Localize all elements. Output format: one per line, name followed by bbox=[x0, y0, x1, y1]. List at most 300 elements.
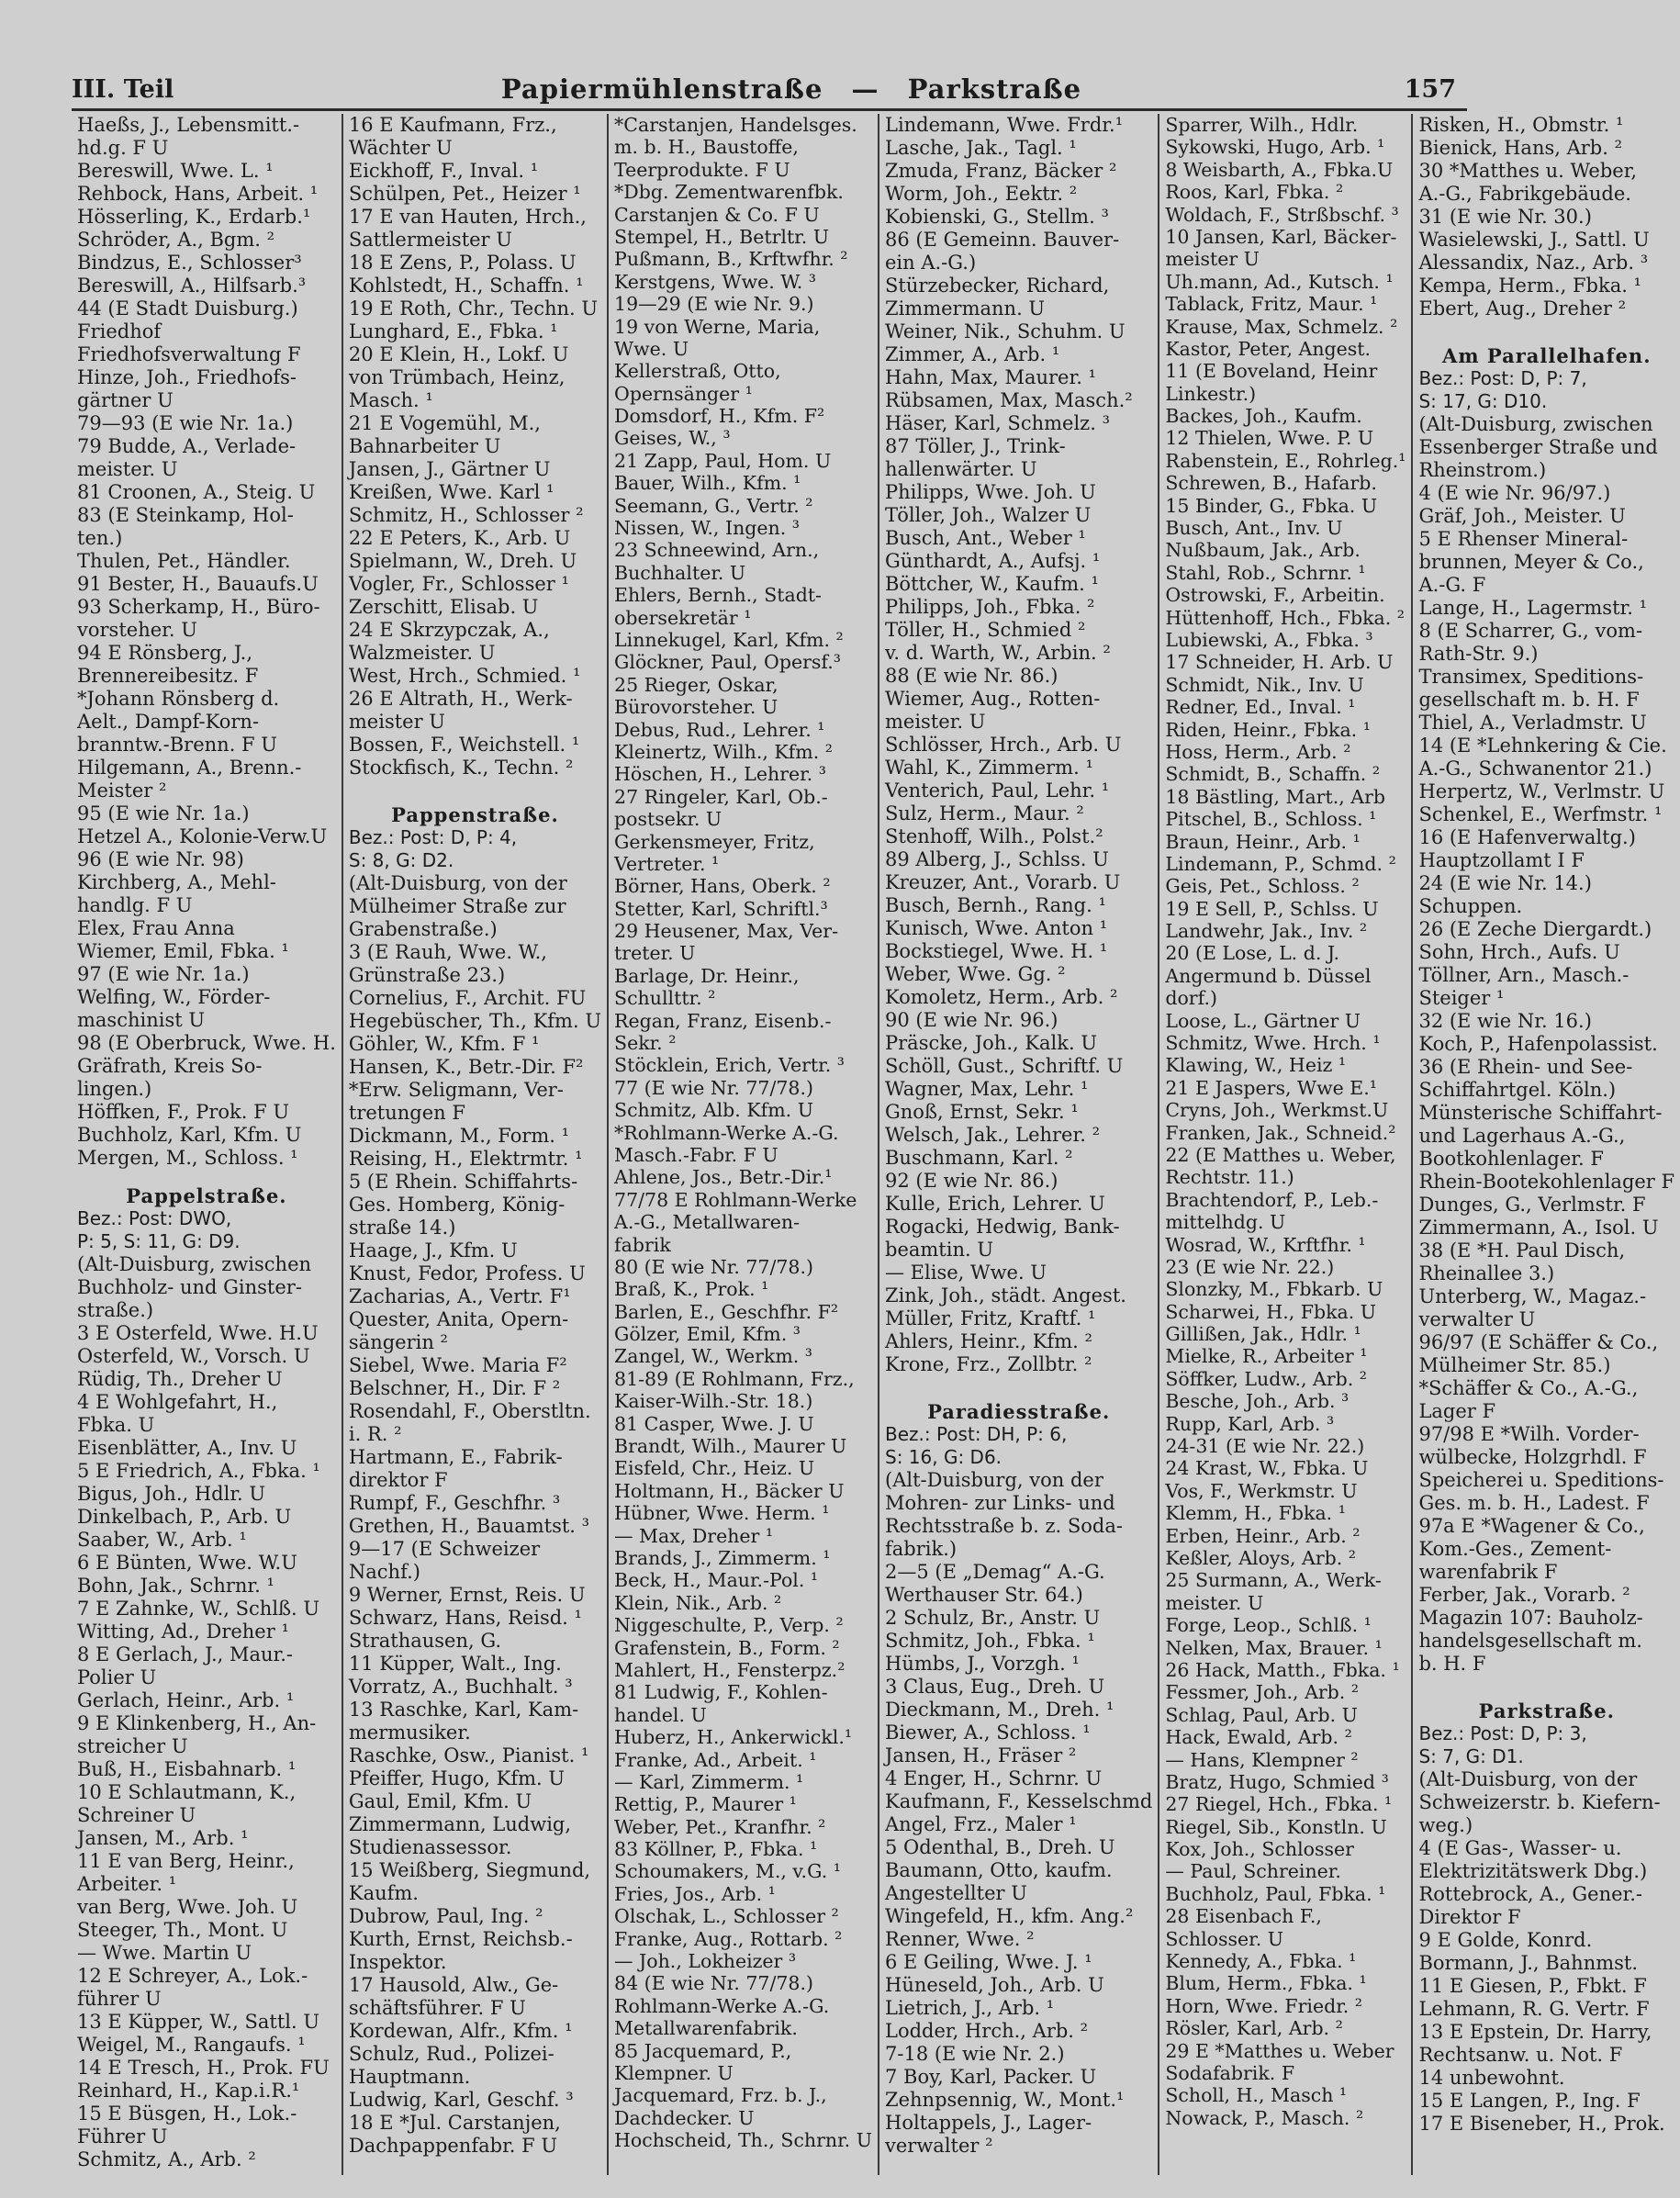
directory-entry: Rogacki, Hedwig, Bank- bbox=[885, 1216, 1120, 1238]
directory-entry: Kastor, Peter, Angest. bbox=[1165, 337, 1372, 360]
directory-entry: Siebel, Wwe. Maria F² bbox=[348, 1354, 567, 1376]
directory-entry: Günthardt, A., Aufsj. ¹ bbox=[885, 550, 1101, 572]
directory-entry: Transimex, Speditions- bbox=[1418, 666, 1644, 688]
directory-entry: Krone, Frz., Zollbtr. ² bbox=[885, 1353, 1092, 1375]
directory-entry: führer U bbox=[77, 1988, 162, 2010]
directory-entry: Klempner. U bbox=[614, 2061, 734, 2084]
directory-entry: Höschen, H., Lehrer. ³ bbox=[614, 763, 826, 786]
directory-entry: Schlag, Paul, Arb. U bbox=[1165, 1703, 1358, 1726]
directory-entry: 87 Töller, J., Trink- bbox=[885, 435, 1066, 457]
directory-entry: 83 (E Steinkamp, Hol- bbox=[77, 504, 294, 526]
directory-entry: Alessandix, Naz., Arb. ³ bbox=[1418, 252, 1649, 274]
directory-entry: Cornelius, F., Archit. FU bbox=[348, 987, 587, 1009]
directory-entry: Grabenstraße.) bbox=[348, 918, 498, 940]
directory-entry: Kordewan, Alfr., Kfm. ¹ bbox=[348, 2020, 573, 2042]
directory-entry: Bootkohlenlager. F bbox=[1418, 1148, 1604, 1170]
directory-entry: Vorratz, A., Buchhalt. ³ bbox=[348, 1676, 573, 1698]
directory-entry: Steiger ¹ bbox=[1418, 987, 1505, 1009]
directory-entry: ein A.-G.) bbox=[885, 252, 977, 274]
directory-entry: Ebert, Aug., Dreher ² bbox=[1418, 297, 1627, 320]
directory-entry: Direktor F bbox=[1418, 1906, 1521, 1928]
directory-entry: Friedhof bbox=[77, 320, 162, 342]
directory-entry: Wagner, Max, Lehr. ¹ bbox=[885, 1078, 1089, 1100]
directory-entry: Mielke, R., Arbeiter ¹ bbox=[1165, 1345, 1368, 1368]
directory-entry: 93 Scherkamp, H., Büro- bbox=[77, 596, 320, 618]
directory-entry: — Paul, Schreiner. bbox=[1165, 1860, 1341, 1883]
directory-entry: mittelhdg. U bbox=[1165, 1211, 1286, 1234]
directory-entry: Rath-Str. 9.) bbox=[1418, 643, 1539, 665]
directory-entry: 95 (E wie Nr. 1a.) bbox=[77, 802, 250, 824]
directory-entry: Bossen, F., Weichstell. ¹ bbox=[348, 734, 580, 756]
directory-entry: 12 Thielen, Wwe. P. U bbox=[1165, 427, 1374, 450]
header-rule bbox=[72, 108, 1467, 111]
directory-entry: postsekr. U bbox=[614, 808, 722, 831]
directory-entry: Braun, Heinr., Arb. ¹ bbox=[1165, 830, 1361, 853]
directory-entry: West, Hrch., Schmied. ¹ bbox=[348, 665, 581, 687]
directory-entry: Redner, Ed., Inval. ¹ bbox=[1165, 696, 1356, 719]
directory-entry: Hahn, Max, Maurer. ¹ bbox=[885, 366, 1096, 388]
directory-entry: Zink, Joh., städt. Angest. bbox=[885, 1284, 1126, 1306]
directory-entry: Rheinallee 3.) bbox=[1418, 1262, 1555, 1284]
directory-entry: Debus, Rud., Lehrer. ¹ bbox=[614, 718, 825, 741]
directory-entry: Slonzky, M., Fbkarb. U bbox=[1165, 1278, 1383, 1301]
directory-entry: Sparrer, Wilh., Hdlr. bbox=[1165, 114, 1359, 136]
directory-entry: Zangel, W., Werkm. ³ bbox=[614, 1345, 813, 1368]
directory-entry: meister. U bbox=[1165, 1591, 1264, 1614]
directory-entry: Sohn, Hrch., Aufs. U bbox=[1418, 941, 1620, 963]
directory-entry: 26 Hack, Matth., Fbka. ¹ bbox=[1165, 1658, 1400, 1681]
directory-entry: 29 Heusener, Max, Ver- bbox=[614, 920, 838, 943]
directory-entry: Nachf.) bbox=[348, 1561, 420, 1583]
directory-entry: Schmidt, B., Schaffn. ² bbox=[1165, 763, 1381, 786]
directory-entry: 26 (E Zeche Diergardt.) bbox=[1418, 918, 1652, 940]
directory-entry: Franke, Aug., Rottarb. ² bbox=[614, 1927, 843, 1950]
directory-entry: 97a E *Wagener & Co., bbox=[1418, 1515, 1645, 1537]
directory-entry: 77/78 E Rohlmann-Werke bbox=[614, 1188, 857, 1211]
directory-entry: Nissen, W., Ingen. ³ bbox=[614, 517, 800, 540]
directory-entry: Schmitz, H., Schlosser ² bbox=[348, 504, 584, 526]
directory-entry: 3 E Osterfeld, Wwe. H.U bbox=[77, 1322, 319, 1344]
directory-entry: Hartmann, E., Fabrik- bbox=[348, 1446, 563, 1468]
directory-entry: meister. U bbox=[885, 711, 986, 733]
directory-entry: Klein, Nik., Arb. ² bbox=[614, 1591, 782, 1614]
directory-entry: 20 (E Lose, L. d. J. bbox=[1165, 942, 1340, 965]
directory-entry: 5 (E Rhein. Schiffahrts- bbox=[348, 1171, 578, 1193]
directory-entry: Lunghard, E., Fbka. ¹ bbox=[348, 320, 558, 342]
directory-entry: Eisenblätter, A., Inv. U bbox=[77, 1437, 297, 1459]
directory-entry: Weber, Wwe. Gg. ² bbox=[885, 963, 1066, 985]
directory-entry: Stockfisch, K., Techn. ² bbox=[348, 757, 574, 779]
directory-entry: 18 E Zens, P., Polass. U bbox=[348, 252, 577, 274]
directory-entry: Werthauser Str. 64.) bbox=[885, 1584, 1083, 1606]
directory-entry: Kempa, Herm., Fbka. ¹ bbox=[1418, 275, 1641, 297]
directory-entry: 81 Casper, Wwe. J. U bbox=[614, 1412, 814, 1435]
directory-entry: 97/98 E *Wilh. Vorder- bbox=[1418, 1423, 1640, 1445]
directory-entry: Inspektor. bbox=[348, 1951, 447, 1973]
directory-entry: Angel, Frz., Maler ¹ bbox=[885, 1813, 1077, 1835]
directory-entry: Rohlmann-Werke A.-G. bbox=[614, 1994, 830, 2017]
directory-column bbox=[343, 114, 609, 2175]
directory-entry: Zimmer, A., Arb. ¹ bbox=[885, 343, 1060, 365]
directory-entry: Müller, Fritz, Kraftf. ¹ bbox=[885, 1307, 1096, 1329]
directory-entry: A.-G., Fabrikgebäude. bbox=[1418, 183, 1631, 205]
directory-entry: warenfabrik F bbox=[1418, 1561, 1558, 1583]
directory-entry: Erben, Heinr., Arb. ² bbox=[1165, 1524, 1361, 1547]
directory-entry: Philipps, Joh., Fbka. ² bbox=[885, 596, 1095, 618]
directory-entry: Mahlert, H., Fensterpz.² bbox=[614, 1658, 846, 1681]
directory-entry: handelsgesellschaft m. bbox=[1418, 1630, 1642, 1652]
directory-entry: Saaber, W., Arb. ¹ bbox=[77, 1529, 247, 1551]
directory-entry: Eisfeld, Chr., Heiz. U bbox=[614, 1457, 815, 1480]
directory-entry: 19 E Sell, P., Schlss. U bbox=[1165, 897, 1379, 920]
directory-entry: brunnen, Meyer & Co., bbox=[1418, 551, 1644, 573]
directory-entry: Grethen, H., Bauamtst. ³ bbox=[348, 1515, 590, 1537]
street-from: Papiermühlenstraße bbox=[500, 73, 823, 105]
district-info: Bez.: Post: D, P: 4, bbox=[348, 826, 518, 848]
district-info: S: 17, G: D10. bbox=[1418, 390, 1548, 412]
directory-column bbox=[879, 114, 1159, 2175]
street-heading: Am Parallelhafen. bbox=[1442, 344, 1652, 367]
directory-entry: handlg. F U bbox=[77, 894, 193, 916]
directory-entry: Welsch, Jak., Lehrer. ² bbox=[885, 1124, 1100, 1146]
directory-entry: Forge, Leop., Schlß. ¹ bbox=[1165, 1614, 1372, 1637]
directory-entry: Kaufm. bbox=[348, 1882, 419, 1904]
directory-entry: 15 E Büsgen, H., Lok.- bbox=[77, 2103, 297, 2125]
directory-entry: 86 (E Gemeinn. Bauver- bbox=[885, 229, 1120, 251]
directory-entry: Riden, Heinr., Fbka. ¹ bbox=[1165, 718, 1371, 741]
directory-entry: Kreuzer, Ant., Vorarb. U bbox=[885, 871, 1121, 893]
directory-entry: 17 Hausold, Alw., Ge- bbox=[348, 1974, 559, 1996]
directory-entry: 89 Alberg, J., Schlss. U bbox=[885, 848, 1109, 870]
directory-entry: Kulle, Erich, Lehrer. U bbox=[885, 1193, 1105, 1215]
directory-entry: 79 Budde, A., Verlade- bbox=[77, 435, 297, 457]
directory-entry: 5 Odenthal, B., Dreh. U bbox=[885, 1836, 1115, 1858]
section-label: III. Teil bbox=[72, 75, 174, 104]
directory-entry: 15 Weißberg, Siegmund, bbox=[348, 1859, 591, 1881]
directory-entry: Jansen, M., Arb. ¹ bbox=[77, 1827, 249, 1849]
directory-entry: obersekretär ¹ bbox=[614, 606, 752, 629]
directory-entry: 81 Croonen, A., Steig. U bbox=[77, 481, 316, 503]
directory-entry: Loose, L., Gärtner U bbox=[1165, 1009, 1361, 1032]
directory-entry: Carstanjen & Co. F U bbox=[614, 203, 820, 226]
directory-entry: Kellerstraß, Otto, bbox=[614, 360, 781, 383]
directory-entry: Buchholz- und Ginster- bbox=[77, 1276, 302, 1298]
directory-entry: 18 E *Jul. Carstanjen, bbox=[348, 2112, 561, 2134]
directory-entry: Wiemer, Aug., Rotten- bbox=[885, 688, 1101, 710]
directory-entry: Kobienski, G., Stellm. ³ bbox=[885, 206, 1109, 228]
directory-entry: Brachtendorf, P., Leb.- bbox=[1165, 1188, 1379, 1211]
directory-entry: 26 E Altrath, H., Werk- bbox=[348, 688, 573, 710]
directory-columns bbox=[72, 114, 1675, 2175]
directory-entry: *Dbg. Zementwarenfbk. bbox=[614, 181, 844, 204]
directory-entry: beamtin. U bbox=[885, 1239, 994, 1261]
directory-entry: 27 Ringeler, Karl, Ob.- bbox=[614, 785, 828, 808]
directory-entry: Vertreter. ¹ bbox=[614, 852, 720, 875]
directory-entry: Schreiner U bbox=[77, 1804, 196, 1826]
directory-entry: Stürzebecker, Richard, bbox=[885, 275, 1110, 297]
directory-entry: Bereswill, Wwe. L. ¹ bbox=[77, 160, 274, 182]
directory-entry: Franke, Ad., Arbeit. ¹ bbox=[614, 1748, 817, 1771]
street-heading: Pappelstraße. bbox=[126, 1184, 287, 1207]
directory-entry: Hüttenhoff, Hch., Fbka. ² bbox=[1165, 606, 1405, 629]
directory-entry: Magazin 107: Bauholz- bbox=[1418, 1607, 1643, 1629]
district-info: Bez.: Post: D, P: 7, bbox=[1418, 367, 1587, 389]
directory-entry: 20 E Klein, H., Lokf. U bbox=[348, 343, 569, 365]
directory-entry: Hösserling, K., Erdarb.¹ bbox=[77, 206, 311, 228]
directory-entry: Hauptzollamt I F bbox=[1418, 849, 1585, 871]
directory-entry: (Alt-Duisburg, zwischen bbox=[77, 1253, 312, 1275]
directory-entry: Lindemann, Wwe. Frdr.¹ bbox=[885, 114, 1124, 136]
directory-entry: Zimmermann, Ludwig, bbox=[348, 1813, 572, 1835]
directory-entry: Gerkensmeyer, Fritz, bbox=[614, 830, 815, 853]
directory-entry: Backes, Joh., Kaufm. bbox=[1165, 405, 1362, 428]
directory-entry: Rhein-Bootekohlenlager F bbox=[1418, 1171, 1675, 1193]
street-range bbox=[0, 73, 1583, 105]
directory-entry: Bormann, J., Bahnmst. bbox=[1418, 1952, 1639, 1974]
directory-entry: Tablack, Fritz, Maur. ¹ bbox=[1165, 293, 1378, 316]
directory-entry: *Erw. Seligmann, Ver- bbox=[348, 1079, 564, 1101]
directory-entry: Börner, Hans, Oberk. ² bbox=[614, 875, 831, 898]
directory-entry: Hegebüscher, Th., Kfm. U bbox=[348, 1010, 602, 1032]
directory-entry: branntw.-Brenn. F U bbox=[77, 734, 277, 756]
directory-entry: Bohn, Jak., Schrnr. ¹ bbox=[77, 1575, 274, 1597]
directory-entry: — Wwe. Martin U bbox=[77, 1942, 252, 1964]
street-heading: Paradiesstraße. bbox=[927, 1400, 1111, 1423]
directory-entry: Schmitz, Wwe. Hrch. ¹ bbox=[1165, 1032, 1381, 1055]
directory-entry: Rottebrock, A., Gener.- bbox=[1418, 1883, 1643, 1905]
directory-entry: Kom.-Ges., Zement- bbox=[1418, 1538, 1612, 1560]
directory-entry: 30 *Matthes u. Weber, bbox=[1418, 160, 1638, 182]
directory-entry: Fessmer, Joh., Arb. ² bbox=[1165, 1681, 1360, 1704]
directory-column bbox=[1413, 114, 1680, 2175]
directory-entry: verwalter ² bbox=[885, 2135, 993, 2157]
directory-entry: 22 E Peters, K., Arb. U bbox=[348, 527, 571, 549]
directory-entry: 19—29 (E wie Nr. 9.) bbox=[614, 293, 814, 316]
directory-entry: Schröder, A., Bgm. ² bbox=[77, 229, 275, 251]
directory-entry: Busch, Ant., Inv. U bbox=[1165, 517, 1343, 540]
directory-entry: Woldach, F., Strßbschf. ³ bbox=[1165, 203, 1399, 226]
directory-entry: Gräf, Joh., Meister. U bbox=[1418, 505, 1626, 527]
spacer bbox=[1418, 1676, 1674, 1685]
directory-entry: Hübner, Wwe. Herm. ¹ bbox=[614, 1502, 830, 1525]
directory-entry: Stempel, H., Betrltr. U bbox=[614, 225, 830, 248]
directory-entry: Thiel, A., Verladmstr. U bbox=[1418, 712, 1647, 734]
directory-entry: Stetter, Karl, Schriftl.³ bbox=[614, 897, 828, 920]
directory-entry: Rettig, P., Maurer ¹ bbox=[614, 1793, 797, 1816]
directory-entry: Kox, Joh., Schlosser bbox=[1165, 1838, 1354, 1861]
directory-entry: b. H. F bbox=[1418, 1653, 1486, 1675]
directory-entry: 5 E Rhenser Mineral- bbox=[1418, 528, 1629, 550]
directory-entry: i. R. ² bbox=[348, 1423, 402, 1445]
directory-entry: Rübsamen, Max, Masch.² bbox=[885, 389, 1133, 411]
directory-entry: Meister ² bbox=[77, 779, 167, 802]
directory-entry: Fries, Jos., Arb. ¹ bbox=[614, 1882, 776, 1905]
directory-entry: Schwarz, Hans, Reisd. ¹ bbox=[348, 1607, 582, 1629]
directory-entry: 19 E Roth, Chr., Techn. U bbox=[348, 297, 599, 320]
directory-entry: 18 Bästling, Mart., Arb bbox=[1165, 785, 1385, 808]
directory-entry: Huberz, H., Ankerwickl.¹ bbox=[614, 1726, 853, 1749]
directory-entry: hallenwärter. U bbox=[885, 458, 1037, 480]
directory-entry: Barlen, E., Geschfhr. F² bbox=[614, 1300, 839, 1323]
directory-entry: Mülheimer Str. 85.) bbox=[1418, 1354, 1611, 1376]
directory-entry: — Joh., Lokheizer ³ bbox=[614, 1950, 797, 1973]
directory-entry: — Elise, Wwe. U bbox=[885, 1262, 1047, 1284]
directory-entry: straße 14.) bbox=[348, 1217, 456, 1239]
district-info: S: 16, G: D6. bbox=[885, 1446, 1002, 1468]
directory-entry: Knust, Fedor, Profess. U bbox=[348, 1262, 586, 1284]
directory-entry: Rehbock, Hans, Arbeit. ¹ bbox=[77, 183, 319, 205]
directory-entry: Linkestr.) bbox=[1165, 382, 1257, 405]
directory-entry: A.-G., Schwanentor 21.) bbox=[1418, 757, 1652, 779]
directory-entry: Domsdorf, H., Kfm. F² bbox=[614, 405, 825, 428]
directory-entry: Eickhoff, F., Inval. ¹ bbox=[348, 160, 539, 182]
directory-entry: Ahlers, Heinr., Kfm. ² bbox=[885, 1330, 1092, 1352]
directory-entry: Lubiewski, A., Fbka. ³ bbox=[1165, 628, 1373, 651]
directory-entry: 28 Eisenbach F., bbox=[1165, 1905, 1322, 1928]
directory-entry: 24-31 (E wie Nr. 22.) bbox=[1165, 1435, 1365, 1458]
directory-column bbox=[72, 114, 343, 2175]
district-info: Bez.: Post: D, P: 3, bbox=[1418, 1722, 1587, 1744]
directory-entry: Brennereibesitz. F bbox=[77, 665, 259, 687]
directory-entry: Münsterische Schiffahrt- bbox=[1418, 1102, 1663, 1124]
directory-entry: Töller, Joh., Walzer U bbox=[885, 504, 1092, 526]
directory-entry: Töllner, Arn., Masch.- bbox=[1418, 964, 1630, 986]
directory-entry: 12 E Schreyer, A., Lok.- bbox=[77, 1965, 308, 1987]
directory-entry: Dickmann, M., Form. ¹ bbox=[348, 1125, 570, 1147]
directory-entry: Buß, H., Eisbahnarb. ¹ bbox=[77, 1758, 297, 1780]
directory-entry: Kleinertz, Wilh., Kfm. ² bbox=[614, 740, 833, 763]
directory-entry: 10 E Schlautmann, K., bbox=[77, 1781, 297, 1803]
directory-entry: Häser, Karl, Schmelz. ³ bbox=[885, 412, 1110, 434]
directory-entry: Bereswill, A., Hilfsarb.³ bbox=[77, 275, 307, 297]
directory-entry: Wächter U bbox=[348, 137, 453, 159]
directory-entry: Gaul, Emil, Kfm. U bbox=[348, 1790, 532, 1812]
directory-entry: Lehmann, R. G. Vertr. F bbox=[1418, 1998, 1650, 2020]
directory-entry: Kunisch, Wwe. Anton ¹ bbox=[885, 917, 1108, 939]
directory-entry: 17 E van Hauten, Hrch., bbox=[348, 206, 587, 228]
directory-entry: Schweizerstr. b. Kiefern- bbox=[1418, 1791, 1661, 1813]
directory-entry: Zerschitt, Elisab. U bbox=[348, 596, 539, 618]
directory-entry: Witting, Ad., Dreher ¹ bbox=[77, 1620, 289, 1643]
directory-entry: Höffken, F., Prok. F U bbox=[77, 1101, 290, 1123]
directory-entry: Kurth, Ernst, Reichsb.- bbox=[348, 1928, 573, 1950]
directory-entry: 3 (E Rauh, Wwe. W., bbox=[348, 941, 547, 963]
directory-entry: Hilgemann, A., Brenn.- bbox=[77, 757, 302, 779]
directory-entry: Hoss, Herm., Arb. ² bbox=[1165, 740, 1351, 763]
directory-entry: direktor F bbox=[348, 1469, 448, 1491]
directory-entry: Brands, J., Zimmerm. ¹ bbox=[614, 1547, 831, 1569]
directory-entry: Arbeiter. ¹ bbox=[77, 1873, 177, 1895]
directory-entry: Pitschel, B., Schloss. ¹ bbox=[1165, 808, 1377, 831]
directory-entry: Zimmermann. U bbox=[885, 297, 1046, 320]
directory-entry: Quester, Anita, Opern- bbox=[348, 1308, 569, 1330]
directory-entry: Bratz, Hugo, Schmied ³ bbox=[1165, 1770, 1389, 1793]
directory-entry: Elektrizitätswerk Dbg.) bbox=[1418, 1860, 1648, 1882]
directory-entry: 97 (E wie Nr. 1a.) bbox=[77, 963, 250, 985]
directory-entry: Herpertz, W., Verlmstr. U bbox=[1418, 780, 1665, 802]
directory-entry: Haage, J., Kfm. U bbox=[348, 1239, 518, 1262]
directory-entry: Cryns, Joh., Werkmst.U bbox=[1165, 1099, 1389, 1122]
directory-entry: Braß, K., Prok. ¹ bbox=[614, 1278, 769, 1301]
directory-entry: 21 E Jaspers, Wwe E.¹ bbox=[1165, 1076, 1377, 1099]
directory-entry: Keßler, Aloys, Arb. ² bbox=[1165, 1547, 1357, 1569]
directory-entry: Sattlermeister U bbox=[348, 229, 512, 251]
directory-entry: 7 E Zahnke, W., Schlß. U bbox=[77, 1598, 320, 1620]
directory-entry: Riegel, Sib., Konstln. U bbox=[1165, 1815, 1387, 1838]
directory-entry: Böttcher, W., Kaufm. ¹ bbox=[885, 573, 1099, 595]
directory-entry: Gölzer, Emil, Kfm. ³ bbox=[614, 1323, 801, 1346]
directory-entry: Dunges, G., Verlmstr. F bbox=[1418, 1194, 1646, 1216]
directory-entry: Dubrow, Paul, Ing. ² bbox=[348, 1905, 543, 1927]
directory-entry: Rosendahl, F., Oberstltn. bbox=[348, 1400, 591, 1422]
directory-entry: tretungen F bbox=[348, 1102, 465, 1124]
directory-entry: 94 E Rönsberg, J., bbox=[77, 642, 252, 664]
directory-entry: 14 (E *Lehnkering & Cie. bbox=[1418, 735, 1667, 757]
directory-entry: Weigel, M., Rangaufs. ¹ bbox=[77, 2034, 306, 2056]
directory-entry: Elex, Frau Anna bbox=[77, 917, 235, 939]
directory-entry: weg.) bbox=[1418, 1814, 1473, 1836]
directory-entry: Geis, Pet., Schloss. ² bbox=[1165, 875, 1360, 898]
directory-entry: Nowack, P., Masch. ² bbox=[1165, 2106, 1364, 2129]
directory-entry: Holtmann, H., Bäcker U bbox=[614, 1479, 845, 1502]
directory-entry: A.-G. F bbox=[1418, 574, 1486, 596]
directory-entry: dorf.) bbox=[1165, 987, 1217, 1010]
directory-entry: Rösler, Karl, Arb. ² bbox=[1165, 2017, 1343, 2040]
directory-entry: 31 (E wie Nr. 30.) bbox=[1418, 206, 1592, 228]
directory-entry: Schlösser, Hrch., Arb. U bbox=[885, 734, 1122, 756]
page-header bbox=[0, 0, 1583, 105]
directory-entry: 6 E Geiling, Wwe. J. ¹ bbox=[885, 1951, 1092, 1973]
directory-entry: 3 Claus, Eug., Dreh. U bbox=[885, 1676, 1105, 1698]
directory-entry: *Schäffer & Co., A.-G., bbox=[1418, 1377, 1639, 1399]
directory-entry: Philipps, Wwe. Joh. U bbox=[885, 481, 1096, 503]
directory-entry: Angermund b. Düssel bbox=[1165, 964, 1372, 987]
directory-entry: Busch, Ant., Weber ¹ bbox=[885, 527, 1086, 549]
directory-entry: Schullttr. ² bbox=[614, 987, 716, 1010]
directory-entry: Dachdecker. U bbox=[614, 2106, 755, 2129]
directory-entry: (Alt-Duisburg, von der bbox=[1418, 1768, 1638, 1790]
directory-entry: Jansen, H., Fräser ² bbox=[885, 1744, 1077, 1766]
directory-entry: Ostrowski, F., Arbeitin. bbox=[1165, 584, 1385, 607]
district-info: S: 8, G: D2. bbox=[348, 849, 454, 871]
directory-entry: Mülheimer Straße zur bbox=[348, 895, 566, 917]
directory-entry: Wosrad, W., Krftfhr. ¹ bbox=[1165, 1233, 1366, 1256]
directory-entry: 22 (E Matthes u. Weber, bbox=[1165, 1143, 1396, 1166]
directory-entry: 21 Zapp, Paul, Hom. U bbox=[614, 449, 832, 472]
directory-entry: 21 E Vogemühl, M., bbox=[348, 412, 541, 434]
directory-entry: Haeßs, J., Lebensmitt.- bbox=[77, 114, 300, 136]
directory-entry: Wiemer, Emil, Fbka. ¹ bbox=[77, 940, 289, 962]
directory-entry: Osterfeld, W., Vorsch. U bbox=[77, 1345, 310, 1367]
directory-entry: Dinkelbach, P., Arb. U bbox=[77, 1506, 292, 1528]
directory-entry: Krause, Max, Schmelz. ² bbox=[1165, 315, 1398, 338]
directory-entry: 92 (E wie Nr. 86.) bbox=[885, 1170, 1058, 1192]
directory-entry: 16 E Kaufmann, Frz., bbox=[348, 114, 557, 136]
directory-entry: 19 von Werne, Maria, bbox=[614, 315, 821, 338]
directory-entry: 80 (E wie Nr. 77/78.) bbox=[614, 1255, 813, 1278]
directory-entry: Schülpen, Pet., Heizer ¹ bbox=[348, 183, 581, 205]
directory-entry: 11 (E Boveland, Heinr bbox=[1165, 360, 1378, 383]
directory-entry: — Hans, Klempner ² bbox=[1165, 1748, 1359, 1771]
directory-entry: Welfing, W., Förder- bbox=[77, 986, 271, 1008]
directory-entry: Steeger, Th., Mont. U bbox=[77, 1919, 288, 1941]
directory-entry: Lietrich, J., Arb. ¹ bbox=[885, 1997, 1055, 2019]
directory-entry: Dachpappenfabr. F U bbox=[348, 2135, 558, 2157]
directory-entry: 17 Schneider, H. Arb. U bbox=[1165, 651, 1394, 674]
directory-entry: 8 Weisbarth, A., Fbka.U bbox=[1165, 158, 1394, 181]
district-info: P: 5, S: 11, G: D9. bbox=[77, 1230, 241, 1252]
directory-entry: Rechtstr. 11.) bbox=[1165, 1166, 1294, 1189]
